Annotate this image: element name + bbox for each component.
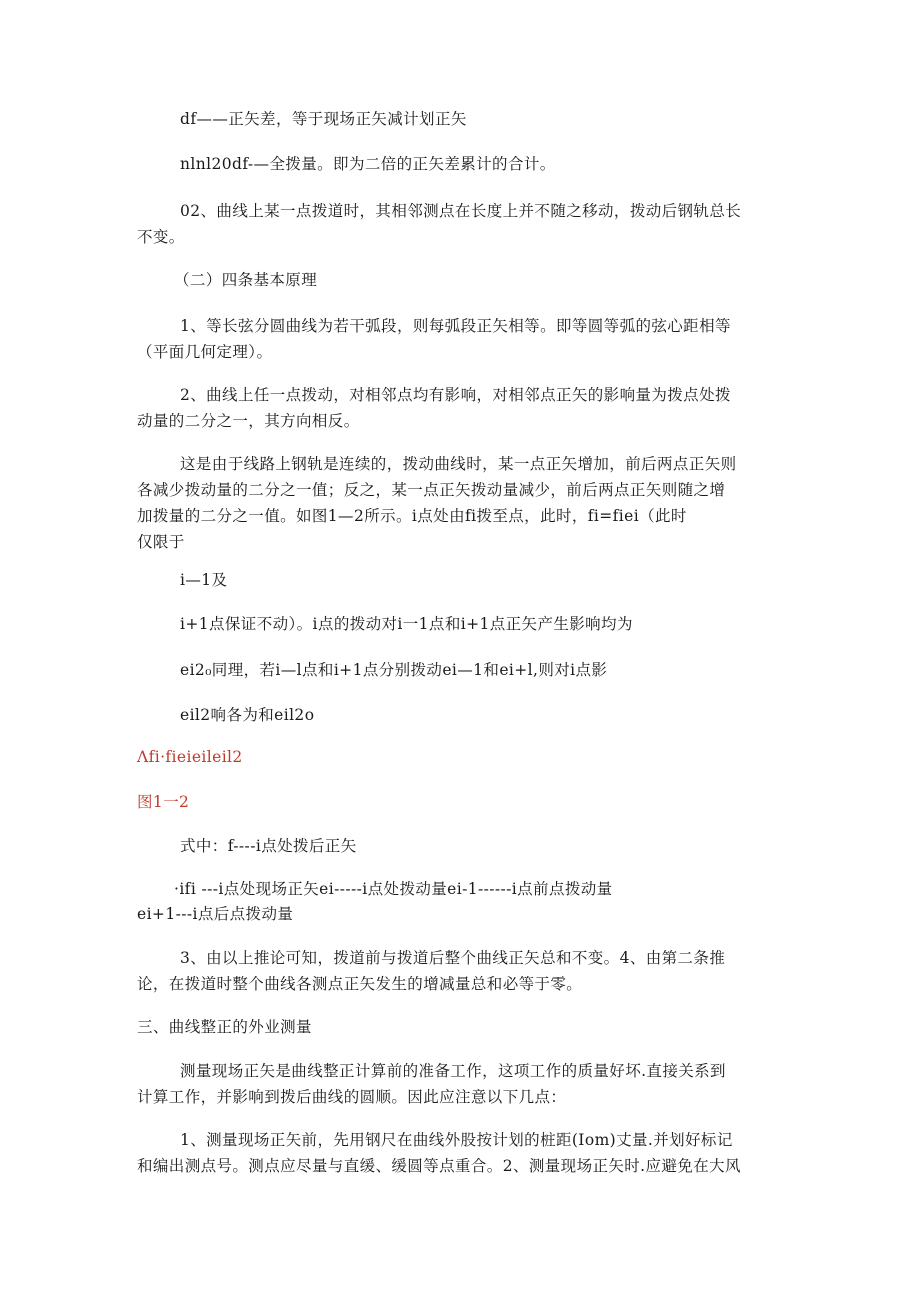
- principle-2-line-2: 动量的二分之一，其方向相反。: [137, 412, 360, 430]
- formula-legend-line-2: ·ifi ---i点处现场正矢ei-----i点处拨动量ei-1------i点前点拨动量: [174, 880, 613, 898]
- principle-1-line-2: （平面几何定理）。: [137, 343, 273, 361]
- line-i-plus-1: i+1点保证不动）。i点的拨动对i一1点和i+1点正矢产生影响均为: [180, 615, 633, 633]
- survey-point-1-line-2: 和编出测点号。测点应尽量与直缓、缓圆等点重合。2、测量现场正矢时.应避免在大风: [137, 1157, 741, 1175]
- formula-legend-line-3: ei+1---i点后点拨动量: [137, 905, 294, 923]
- line-ei2-similarly: ei2₀同理，若i—l点和i+1点分别拨动ei—1和ei+l,则对i点影: [180, 661, 608, 679]
- line-i-minus-1: i—1及: [180, 571, 228, 589]
- paragraph-02-line-1: 02、曲线上某一点拨道时，其相邻测点在长度上并不随之移动，拨动后钢轨总长: [180, 202, 742, 220]
- principle-1-line-1: 1、等长弦分圆曲线为若干弧段，则每弧段正矢相等。即等圆等弧的弦心距相等: [180, 317, 731, 335]
- section-heading-four-principles: （二）四条基本原理: [174, 271, 318, 289]
- figure-formula-label: Λfi·fieieileil2: [137, 748, 243, 766]
- survey-intro-line-2: 计算工作，并影响到拨后曲线的圆顺。因此应注意以下几点：: [137, 1088, 567, 1106]
- principles-3-4-line-2: 论，在拨道时整个曲线各测点正矢发生的增减量总和必等于零。: [137, 975, 583, 993]
- survey-point-1-line-1: 1、测量现场正矢前，先用钢尺在曲线外股按计划的桩距(Iom)丈量.并划好标记: [180, 1131, 733, 1149]
- line-total-shift-definition: nlnl20df-—全拨量。即为二倍的正矢差累计的合计。: [180, 155, 556, 173]
- principle-2-line-1: 2、曲线上任一点拨动，对相邻点均有影响，对相邻点正矢的影响量为拨点处拨: [180, 386, 731, 404]
- formula-legend-line-1: 式中：f----i点处拨后正矢: [180, 837, 357, 855]
- figure-caption: 图1一2: [137, 793, 190, 811]
- explanation-line-3: 加拨量的二分之一值。如图1—2所示。i点处由fi拨至点，此时，fi=fiei（此时: [137, 507, 687, 525]
- explanation-line-4: 仅限于: [137, 533, 185, 551]
- line-df-definition: df——正矢差，等于现场正矢减计划正矢: [180, 110, 467, 128]
- principles-3-4-line-1: 3、由以上推论可知，拨道前与拨道后整个曲线正矢总和不变。4、由第二条推: [180, 949, 726, 967]
- paragraph-02-line-2: 不变。: [137, 228, 185, 246]
- explanation-line-1: 这是由于线路上钢轨是连续的，拨动曲线时，某一点正矢增加，前后两点正矢则: [180, 455, 737, 473]
- section-heading-field-survey: 三、曲线整正的外业测量: [137, 1018, 312, 1036]
- survey-intro-line-1: 测量现场正矢是曲线整正计算前的准备工作，这项工作的质量好坏.直接关系到: [180, 1062, 726, 1080]
- explanation-line-2: 各减少拨动量的二分之一值；反之，某一点正矢拨动量减少，前后两点正矢则随之增: [137, 481, 726, 499]
- line-eil2-effect: eil2响各为和eil2o: [180, 706, 315, 724]
